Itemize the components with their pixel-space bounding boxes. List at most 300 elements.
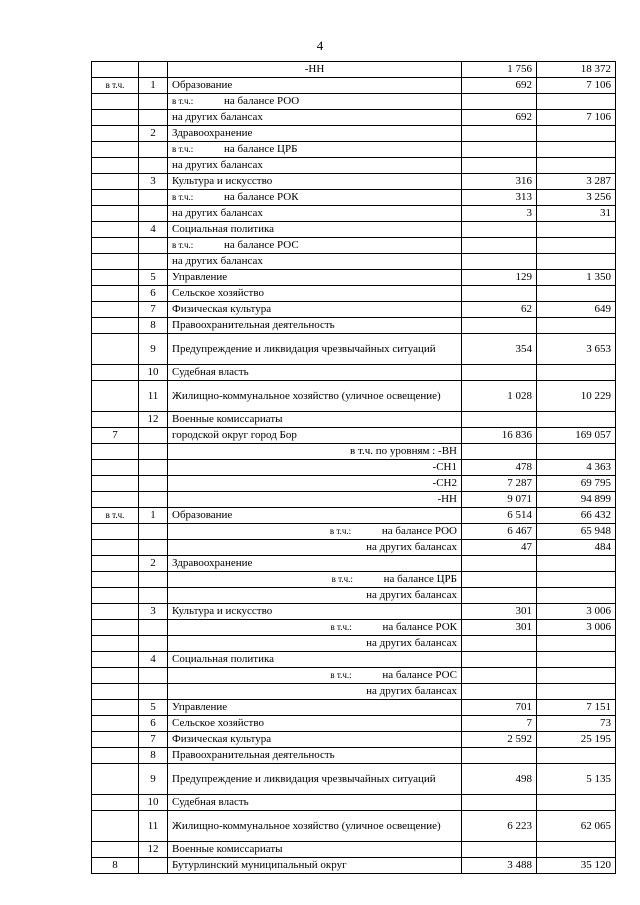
table-row: [92, 126, 616, 142]
label-cell: на других балансах: [168, 684, 462, 700]
group-cell: [92, 365, 139, 381]
value-cell-2: 69 795: [537, 476, 616, 492]
value-cell-2: 3 287: [537, 174, 616, 190]
table-row: [92, 254, 616, 270]
value-cell-1: 301: [462, 620, 537, 636]
group-cell: [92, 842, 139, 858]
value-cell-2: 5 135: [537, 764, 616, 795]
item-number-cell: [139, 62, 168, 78]
value-cell-2: [537, 684, 616, 700]
value-cell-2: 10 229: [537, 381, 616, 412]
value-cell-1: 129: [462, 270, 537, 286]
item-number-cell: 1: [139, 78, 168, 94]
group-cell: [92, 381, 139, 412]
group-cell: [92, 604, 139, 620]
table-row: [92, 62, 616, 78]
table-row: [92, 158, 616, 174]
label-cell: Военные комиссариаты: [168, 412, 462, 428]
value-cell-2: [537, 94, 616, 110]
label-cell: Правоохранительная деятельность: [168, 318, 462, 334]
item-number-cell: [139, 540, 168, 556]
value-cell-1: [462, 286, 537, 302]
value-cell-2: 65 948: [537, 524, 616, 540]
label-cell: Сельское хозяйство: [168, 286, 462, 302]
item-number-cell: 1: [139, 508, 168, 524]
value-cell-1: 301: [462, 604, 537, 620]
value-cell-2: 73: [537, 716, 616, 732]
sub-lead-label: в т.ч.:: [329, 526, 352, 536]
label-cell: Культура и искусство: [168, 174, 462, 190]
table-row: [92, 732, 616, 748]
item-number-cell: 9: [139, 334, 168, 365]
value-cell-1: [462, 365, 537, 381]
label-cell: Социальная политика: [168, 222, 462, 238]
item-number-cell: [139, 668, 168, 684]
group-cell: [92, 62, 139, 78]
item-number-cell: [139, 142, 168, 158]
label-cell: Сельское хозяйство: [168, 716, 462, 732]
group-cell: [92, 286, 139, 302]
table-row: [92, 842, 616, 858]
value-cell-1: [462, 636, 537, 652]
table-row: [92, 190, 616, 206]
label-cell: Здравоохранение: [168, 126, 462, 142]
value-cell-2: [537, 556, 616, 572]
table-row: [92, 588, 616, 604]
value-cell-1: 1 756: [462, 62, 537, 78]
value-cell-1: [462, 842, 537, 858]
value-cell-1: 6 514: [462, 508, 537, 524]
item-number-cell: [139, 238, 168, 254]
sub-lead-label: в т.ч.:: [172, 144, 194, 154]
sub-lead-label: в т.ч.:: [172, 192, 194, 202]
value-cell-1: 313: [462, 190, 537, 206]
group-cell: [92, 684, 139, 700]
item-number-cell: [139, 572, 168, 588]
group-cell: [92, 732, 139, 748]
table-row: [92, 476, 616, 492]
group-cell: 7: [92, 428, 139, 444]
item-number-cell: 7: [139, 732, 168, 748]
group-cell: [92, 110, 139, 126]
value-cell-1: [462, 668, 537, 684]
label-cell: Образование: [168, 78, 462, 94]
value-cell-2: [537, 668, 616, 684]
value-cell-1: [462, 238, 537, 254]
group-cell: [92, 254, 139, 270]
group-cell: в т.ч.: [92, 78, 139, 94]
table-row: [92, 78, 616, 94]
table-row: [92, 684, 616, 700]
item-number-cell: [139, 444, 168, 460]
table-row: [92, 142, 616, 158]
value-cell-2: 7 106: [537, 78, 616, 94]
label-cell: Управление: [168, 270, 462, 286]
value-cell-1: 478: [462, 460, 537, 476]
value-cell-2: 1 350: [537, 270, 616, 286]
value-cell-1: [462, 588, 537, 604]
balance-label: на балансе РОК: [382, 621, 457, 633]
sub-lead-label: в т.ч.:: [172, 240, 194, 250]
table-row: [92, 492, 616, 508]
value-cell-2: 3 653: [537, 334, 616, 365]
group-cell: [92, 588, 139, 604]
table-row: [92, 604, 616, 620]
group-cell: [92, 142, 139, 158]
value-cell-1: [462, 94, 537, 110]
balance-label: на балансе ЦРБ: [224, 143, 298, 155]
value-cell-1: 498: [462, 764, 537, 795]
table-row: [92, 412, 616, 428]
value-cell-2: [537, 588, 616, 604]
value-cell-2: 3 256: [537, 190, 616, 206]
table-row: [92, 508, 616, 524]
value-cell-1: 692: [462, 78, 537, 94]
item-number-cell: [139, 158, 168, 174]
group-cell: [92, 302, 139, 318]
table-row: [92, 668, 616, 684]
table-row: [92, 764, 616, 795]
item-number-cell: 5: [139, 270, 168, 286]
item-number-cell: 12: [139, 842, 168, 858]
table-row: [92, 206, 616, 222]
table-row: [92, 636, 616, 652]
table-row: [92, 334, 616, 365]
table-row: [92, 381, 616, 412]
table-row: [92, 444, 616, 460]
group-cell: [92, 492, 139, 508]
item-number-cell: [139, 428, 168, 444]
label-cell: на других балансах: [168, 158, 462, 174]
label-cell: Здравоохранение: [168, 556, 462, 572]
value-cell-2: [537, 254, 616, 270]
value-cell-1: 6 223: [462, 811, 537, 842]
label-cell: Судебная власть: [168, 795, 462, 811]
label-cell: на других балансах: [168, 540, 462, 556]
value-cell-1: [462, 444, 537, 460]
item-number-cell: [139, 588, 168, 604]
value-cell-1: 3: [462, 206, 537, 222]
group-cell: [92, 190, 139, 206]
value-cell-1: [462, 412, 537, 428]
table-row: [92, 302, 616, 318]
group-cell: [92, 700, 139, 716]
label-cell: [168, 238, 462, 254]
value-cell-1: [462, 142, 537, 158]
item-number-cell: 10: [139, 365, 168, 381]
group-cell: [92, 94, 139, 110]
sub-lead-label: в т.ч.:: [172, 96, 194, 106]
sub-lead-label: в т.ч.:: [330, 670, 352, 680]
value-cell-2: 4 363: [537, 460, 616, 476]
group-cell: [92, 620, 139, 636]
item-number-cell: 6: [139, 716, 168, 732]
label-cell: Культура и искусство: [168, 604, 462, 620]
label-cell: [168, 668, 462, 684]
label-cell: Физическая культура: [168, 732, 462, 748]
item-number-cell: [139, 94, 168, 110]
group-cell: [92, 460, 139, 476]
item-number-cell: 11: [139, 811, 168, 842]
value-cell-2: [537, 842, 616, 858]
value-cell-2: [537, 158, 616, 174]
value-cell-2: 484: [537, 540, 616, 556]
label-cell: Физическая культура: [168, 302, 462, 318]
group-cell: [92, 748, 139, 764]
item-number-cell: [139, 524, 168, 540]
group-cell: [92, 158, 139, 174]
value-cell-1: [462, 158, 537, 174]
group-cell: [92, 238, 139, 254]
value-cell-1: 701: [462, 700, 537, 716]
item-number-cell: 11: [139, 381, 168, 412]
value-cell-1: 2 592: [462, 732, 537, 748]
label-cell: Жилищно-коммунальное хозяйство (уличное освещение): [168, 811, 462, 842]
table-row: [92, 540, 616, 556]
table-row: [92, 94, 616, 110]
label-cell: [168, 524, 462, 540]
group-cell: [92, 524, 139, 540]
value-cell-2: [537, 238, 616, 254]
item-number-cell: 4: [139, 652, 168, 668]
group-cell: 8: [92, 858, 139, 874]
value-cell-2: [537, 318, 616, 334]
label-cell: -НН: [168, 62, 462, 78]
group-cell: [92, 174, 139, 190]
value-cell-1: 7 287: [462, 476, 537, 492]
value-cell-2: [537, 142, 616, 158]
group-cell: [92, 556, 139, 572]
table-row: [92, 460, 616, 476]
table-row: [92, 795, 616, 811]
group-cell: [92, 270, 139, 286]
label-cell: -НН: [168, 492, 462, 508]
group-cell: [92, 668, 139, 684]
label-cell: Правоохранительная деятельность: [168, 748, 462, 764]
balance-label: на балансе ЦРБ: [383, 573, 457, 585]
table-row: [92, 748, 616, 764]
value-cell-1: 62: [462, 302, 537, 318]
label-cell: -СН1: [168, 460, 462, 476]
value-cell-2: [537, 412, 616, 428]
balance-label: на балансе РОО: [224, 95, 300, 107]
value-cell-1: [462, 556, 537, 572]
label-cell: Образование: [168, 508, 462, 524]
item-number-cell: 9: [139, 764, 168, 795]
label-cell: на других балансах: [168, 588, 462, 604]
value-cell-1: 16 836: [462, 428, 537, 444]
value-cell-2: [537, 636, 616, 652]
value-cell-2: [537, 286, 616, 302]
table-row: [92, 572, 616, 588]
group-cell: [92, 222, 139, 238]
item-number-cell: 3: [139, 174, 168, 190]
item-number-cell: [139, 684, 168, 700]
label-cell: Предупреждение и ликвидация чрезвычайных ситуаций: [168, 764, 462, 795]
page-number: 4: [316, 38, 324, 53]
value-cell-2: 35 120: [537, 858, 616, 874]
label-cell: -СН2: [168, 476, 462, 492]
label-cell: на других балансах: [168, 254, 462, 270]
item-number-cell: [139, 492, 168, 508]
label-cell: Социальная политика: [168, 652, 462, 668]
group-cell: [92, 716, 139, 732]
label-cell: городской округ город Бор: [168, 428, 462, 444]
table-row: [92, 428, 616, 444]
table-row: [92, 110, 616, 126]
table-row: [92, 174, 616, 190]
group-cell: [92, 636, 139, 652]
label-cell: на других балансах: [168, 206, 462, 222]
balance-label: на балансе РОО: [381, 525, 457, 537]
item-number-cell: 4: [139, 222, 168, 238]
item-number-cell: 8: [139, 748, 168, 764]
label-cell: Управление: [168, 700, 462, 716]
table-row: [92, 365, 616, 381]
table-row: [92, 222, 616, 238]
group-cell: [92, 540, 139, 556]
value-cell-1: 692: [462, 110, 537, 126]
sub-lead-label: в т.ч.:: [331, 574, 353, 584]
table-row: [92, 556, 616, 572]
label-cell: Бутурлинский муниципальный округ: [168, 858, 462, 874]
table-row: [92, 716, 616, 732]
item-number-cell: [139, 636, 168, 652]
table-row: [92, 858, 616, 874]
value-cell-1: 354: [462, 334, 537, 365]
value-cell-2: [537, 126, 616, 142]
value-cell-2: [537, 748, 616, 764]
balance-label: на балансе РОС: [382, 669, 457, 681]
table-row: [92, 524, 616, 540]
value-cell-1: [462, 222, 537, 238]
value-cell-2: 18 372: [537, 62, 616, 78]
table-row: [92, 238, 616, 254]
value-cell-2: 649: [537, 302, 616, 318]
item-number-cell: 7: [139, 302, 168, 318]
label-cell: на других балансах: [168, 636, 462, 652]
value-cell-1: [462, 748, 537, 764]
item-number-cell: [139, 620, 168, 636]
item-number-cell: [139, 190, 168, 206]
table-row: [92, 318, 616, 334]
table-row: [92, 811, 616, 842]
value-cell-1: 7: [462, 716, 537, 732]
group-cell: [92, 412, 139, 428]
group-cell: [92, 811, 139, 842]
value-cell-1: [462, 684, 537, 700]
item-number-cell: 12: [139, 412, 168, 428]
value-cell-2: 25 195: [537, 732, 616, 748]
group-cell: [92, 318, 139, 334]
value-cell-2: 3 006: [537, 620, 616, 636]
item-number-cell: 10: [139, 795, 168, 811]
value-cell-1: 3 488: [462, 858, 537, 874]
item-number-cell: [139, 254, 168, 270]
group-cell: [92, 572, 139, 588]
label-cell: [168, 94, 462, 110]
label-cell: в т.ч. по уровням : -ВН: [168, 444, 462, 460]
value-cell-2: 169 057: [537, 428, 616, 444]
label-cell: Предупреждение и ликвидация чрезвычайных ситуаций: [168, 334, 462, 365]
group-cell: [92, 764, 139, 795]
value-cell-2: [537, 795, 616, 811]
value-cell-1: [462, 126, 537, 142]
value-cell-1: [462, 254, 537, 270]
item-number-cell: 2: [139, 556, 168, 572]
value-cell-2: 66 432: [537, 508, 616, 524]
item-number-cell: 8: [139, 318, 168, 334]
label-cell: Военные комиссариаты: [168, 842, 462, 858]
value-cell-1: [462, 318, 537, 334]
value-cell-2: [537, 572, 616, 588]
group-cell: [92, 334, 139, 365]
item-number-cell: [139, 206, 168, 222]
sub-lead-label: в т.ч.:: [330, 622, 352, 632]
item-number-cell: [139, 858, 168, 874]
group-cell: [92, 206, 139, 222]
item-number-cell: 2: [139, 126, 168, 142]
group-cell: в т.ч.: [92, 508, 139, 524]
label-cell: [168, 142, 462, 158]
value-cell-1: 47: [462, 540, 537, 556]
label-cell: [168, 190, 462, 206]
label-cell: Судебная власть: [168, 365, 462, 381]
item-number-cell: 3: [139, 604, 168, 620]
value-cell-1: [462, 652, 537, 668]
table-row: [92, 270, 616, 286]
label-cell: на других балансах: [168, 110, 462, 126]
value-cell-2: 31: [537, 206, 616, 222]
label-cell: [168, 572, 462, 588]
value-cell-1: 1 028: [462, 381, 537, 412]
item-number-cell: [139, 460, 168, 476]
label-cell: [168, 620, 462, 636]
group-cell: [92, 795, 139, 811]
group-cell: [92, 652, 139, 668]
value-cell-1: 6 467: [462, 524, 537, 540]
item-number-cell: 5: [139, 700, 168, 716]
value-cell-2: 7 106: [537, 110, 616, 126]
value-cell-2: 3 006: [537, 604, 616, 620]
value-cell-2: 7 151: [537, 700, 616, 716]
value-cell-1: 9 071: [462, 492, 537, 508]
balance-label: на балансе РОС: [224, 239, 299, 251]
table-row: [92, 286, 616, 302]
table-row: [92, 620, 616, 636]
item-number-cell: [139, 476, 168, 492]
value-cell-2: [537, 365, 616, 381]
value-cell-1: 316: [462, 174, 537, 190]
label-cell: Жилищно-коммунальное хозяйство (уличное освещение): [168, 381, 462, 412]
value-cell-2: [537, 444, 616, 460]
balance-label: на балансе РОК: [224, 191, 299, 203]
value-cell-1: [462, 795, 537, 811]
item-number-cell: 6: [139, 286, 168, 302]
group-cell: [92, 476, 139, 492]
table-row: [92, 700, 616, 716]
item-number-cell: [139, 110, 168, 126]
group-cell: [92, 444, 139, 460]
value-cell-2: 62 065: [537, 811, 616, 842]
value-cell-2: [537, 222, 616, 238]
group-cell: [92, 126, 139, 142]
energy-consumption-table: [91, 61, 616, 874]
value-cell-1: [462, 572, 537, 588]
table-row: [92, 652, 616, 668]
value-cell-2: [537, 652, 616, 668]
value-cell-2: 94 899: [537, 492, 616, 508]
